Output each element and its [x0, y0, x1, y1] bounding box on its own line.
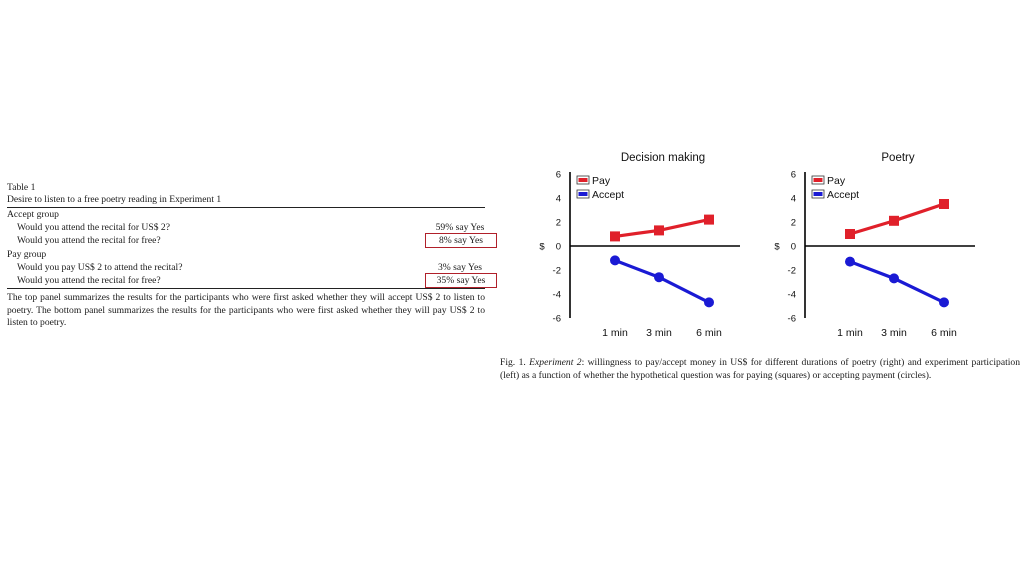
row-answer-highlighted: 8% say Yes [425, 233, 497, 248]
legend-swatch-pay [579, 178, 588, 182]
table-row [7, 222, 485, 235]
y-tick-label: -2 [552, 265, 561, 277]
y-tick-label: 2 [790, 217, 796, 229]
y-tick-label: -6 [787, 313, 796, 325]
chart-title: Decision making [620, 152, 706, 164]
table-note: The top panel summarizes the results for the participants who were first asked whether they will accept US$ 2 to listen to poetry. The bottom panel summarizes the results for the participants who were first asked whether they will pay US$ 2 to listen to poetry. [7, 292, 485, 328]
legend-label-pay: Pay [827, 175, 846, 187]
y-tick-label: -4 [787, 289, 796, 301]
y-axis-label: $ [774, 241, 780, 253]
table-row [7, 235, 485, 248]
y-tick-label: 4 [555, 193, 561, 205]
y-tick-label: 6 [555, 169, 561, 181]
figure-label: Fig. 1. [500, 357, 526, 368]
figure-caption [500, 356, 1020, 382]
x-tick-label: 3 min [881, 327, 907, 339]
x-tick-label: 6 min [931, 327, 957, 339]
y-axis-label: $ [539, 241, 545, 253]
y-tick-label: 2 [555, 217, 561, 229]
legend-label-accept: Accept [827, 189, 860, 201]
table-1 [7, 182, 485, 330]
legend-label-accept: Accept [592, 189, 625, 201]
data-point-pay [610, 231, 620, 241]
legend-label-pay: Pay [592, 175, 611, 187]
chart-poetry [760, 140, 1000, 350]
data-point-accept [654, 272, 664, 282]
row-question: Would you attend the recital for free? [17, 275, 161, 286]
y-tick-label: 4 [790, 193, 796, 205]
data-point-pay [654, 225, 664, 235]
group-label-accept: Accept group [7, 209, 59, 220]
chart-title: Poetry [881, 152, 915, 164]
data-point-pay [704, 215, 714, 225]
row-answer: 59% say Yes [435, 222, 485, 233]
data-point-accept [845, 257, 855, 267]
figure-caption-text: : willingness to pay/accept money in US$ for different durations of poetry (right) and experiment participation (left) as a function of whether the hypothetical question was for paying (squares) or accepting payment (circles). [500, 357, 1021, 381]
y-tick-label: 0 [555, 241, 561, 253]
row-question: Would you pay US$ 2 to attend the recital? [17, 262, 183, 273]
y-tick-label: -4 [552, 289, 561, 301]
data-point-pay [939, 199, 949, 209]
y-tick-label: 6 [790, 169, 796, 181]
row-question: Would you attend the recital for US$ 2? [17, 222, 170, 233]
table-bottom-rule [7, 288, 485, 289]
table-row [7, 262, 485, 275]
row-question: Would you attend the recital for free? [17, 235, 161, 246]
table-title: Table 1 [7, 182, 36, 193]
x-tick-label: 6 min [696, 327, 722, 339]
legend-swatch-accept [579, 192, 588, 196]
data-point-accept [610, 255, 620, 265]
chart-decision-making [525, 140, 765, 350]
table-caption: Desire to listen to a free poetry reading in Experiment 1 [7, 194, 222, 205]
data-point-accept [889, 273, 899, 283]
row-answer-highlighted: 35% say Yes [425, 273, 497, 288]
x-tick-label: 1 min [602, 327, 628, 339]
row-answer: 3% say Yes [438, 262, 482, 273]
y-tick-label: 0 [790, 241, 796, 253]
table-row [7, 275, 485, 288]
figure-experiment: Experiment 2 [529, 357, 582, 368]
legend-swatch-accept [814, 192, 823, 196]
y-tick-label: -6 [552, 313, 561, 325]
x-tick-label: 3 min [646, 327, 672, 339]
data-point-accept [939, 297, 949, 307]
x-tick-label: 1 min [837, 327, 863, 339]
data-point-pay [845, 229, 855, 239]
data-point-accept [704, 297, 714, 307]
series-line-accept [615, 260, 709, 302]
y-tick-label: -2 [787, 265, 796, 277]
legend-swatch-pay [814, 178, 823, 182]
group-label-pay: Pay group [7, 249, 47, 260]
data-point-pay [889, 216, 899, 226]
